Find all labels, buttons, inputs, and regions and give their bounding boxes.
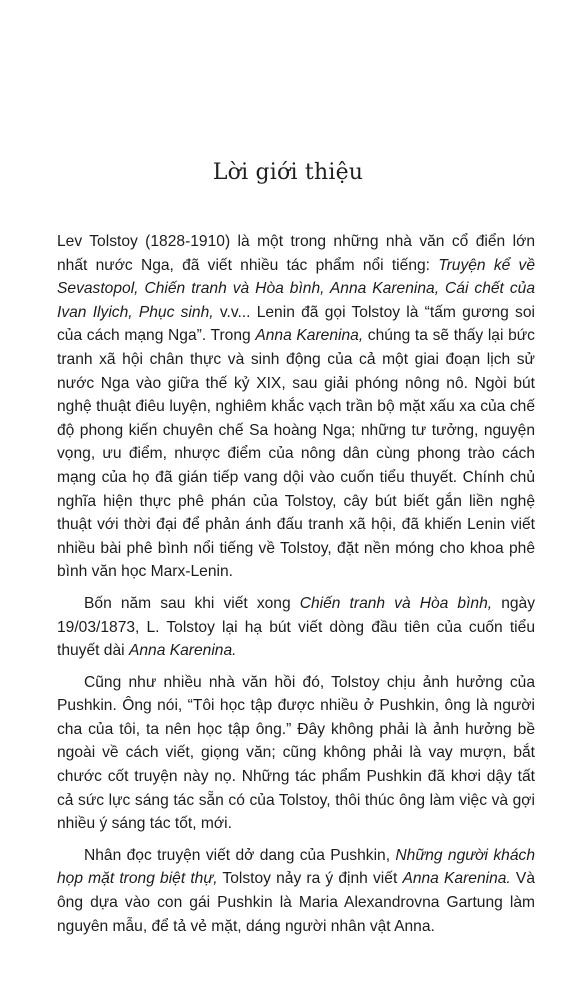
paragraph: [57, 230, 535, 584]
italic-text: Anna Karenina.: [402, 870, 511, 888]
italic-text: Anna Karenina.: [128, 642, 237, 660]
text-run: Lev Tolstoy (1828-1910) là một trong những nhà văn cổ điển lớn nhất nước Nga, đã viết nhiều tác phẩm nổi tiếng:: [57, 233, 535, 274]
text-run: Và ông dựa vào con gái Pushkin là Maria Alexandrovna Gartung làm nguyên mẫu, để tả vẻ mặt, dáng người nhân vật Anna.: [57, 870, 535, 935]
paragraph: [57, 844, 535, 938]
text-run: chúng ta sẽ thấy lại bức tranh xã hội chân thực và sinh động của cả một giai đoạn lịch sử nước Nga vào giữa thế kỷ XIX, sau giải phóng nông nô. Ngòi bút nghệ thuật điêu luyện, nghiêm khắc vạch trần bộ mặt xấu xa của chế độ phong kiến chuyên chế Sa hoàng Nga; những tư tưởng, nguyện vọng, ưu điểm, nhược điểm của nông dân cùng phong trào cách mạng của họ đã gián tiếp vang dội vào cuốn tiểu thuyết. Chính chủ nghĩa hiện thực phê phán của Tolstoy, cây bút biết gắn liền nghệ thuật với thời đại để phản ánh đấu tranh xã hội, đã khiến Lenin viết nhiều bài phê bình nổi tiếng về Tolstoy, đặt nền móng cho khoa phê bình văn học Marx-Lenin.: [57, 327, 535, 581]
italic-text: Truyện kể về Sevastopol, Chiến tranh và Hòa bình, Anna Karenina, Cái chết của Ivan Ilyich, Phục sinh,: [57, 256, 536, 321]
text-run: Tolstoy nảy ra ý định viết: [217, 870, 403, 888]
text-run: ngày 19/03/1873, L. Tolstoy lại hạ bút viết dòng đầu tiên của cuốn tiểu thuyết dài: [57, 594, 536, 660]
paragraph: [57, 592, 535, 663]
page-title: Lời giới thiệu: [212, 160, 364, 185]
italic-text: Anna Karenina,: [255, 327, 364, 345]
italic-text: Chiến tranh và Hòa bình,: [299, 594, 493, 612]
paragraph: [57, 671, 535, 836]
text-run: Cũng như nhiều nhà văn hồi đó, Tolstoy chịu ảnh hưởng của Pushkin. Ông nói, “Tôi học tập được nhiều ở Pushkin, ông là người cha của tôi, ta nên học tập ông.” Đây không phải là ảnh hưởng bề ngoài về cách viết, giọng văn; cũng không phải là vay mượn, bắt chước cốt truyện này nọ. Những tác phẩm Pushkin đã khơi dậy tất cả sức lực sáng tác sẵn có của Tolstoy, thôi thúc ông làm việc và gợi nhiều ý sáng tác tốt, mới.: [57, 673, 535, 833]
text-run: Bốn năm sau khi viết xong: [84, 594, 300, 612]
body-text: [57, 230, 535, 938]
text-run: v.v... Lenin đã gọi Tolstoy là “tấm gương soi của cách mạng Nga”. Trong: [57, 303, 535, 345]
text-run: Nhân đọc truyện viết dở dang của Pushkin,: [84, 846, 396, 864]
italic-text: Những người khách họp mặt trong biệt thự,: [57, 846, 535, 888]
